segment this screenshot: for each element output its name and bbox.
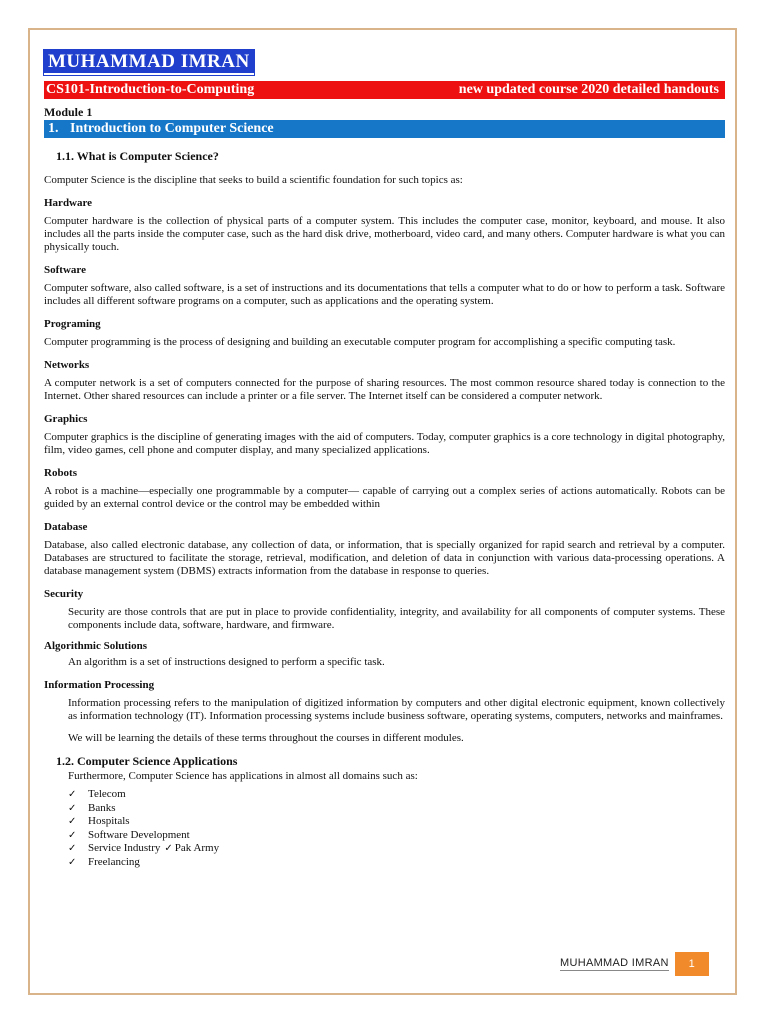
checkmark-icon: ✓: [68, 816, 77, 827]
chapter-title: Introduction to Computer Science: [70, 121, 274, 136]
course-note: new updated course 2020 detailed handouts: [458, 82, 719, 97]
section-heading-1-2: 1.2. Computer Science Applications: [56, 754, 238, 768]
applications-intro: Furthermore, Computer Science has applications in almost all domains such as:: [68, 770, 418, 782]
list-item-label: Banks: [88, 801, 116, 814]
chapter-title-bar: [44, 120, 725, 138]
topic-text-information-processing: Information processing refers to the manipulation of digitized information by computers and other digital electronic equipment, known collectively as information technology (IT). Information processing systems include business software, operating systems, computers, networks and mainframes.: [68, 697, 725, 722]
module-label: Module 1: [44, 105, 93, 119]
topic-text-hardware: Computer hardware is the collection of physical parts of a computer system. This includes the computer case, monitor, keyboard, and mouse. It also includes all the parts inside the computer case, such as the hard disk drive, motherboard, video card, and many others. Computer hardware is what you can physically touch.: [44, 215, 725, 253]
topic-heading-database: Database: [44, 521, 88, 533]
page-number-badge: 1: [675, 952, 709, 976]
section-heading-1-1: 1.1. What is Computer Science?: [56, 149, 219, 163]
topic-text-networks: A computer network is a set of computers connected for the purpose of sharing resources. The most common resource shared today is connection to the Internet. Other shared resources can include a printer or a file server. The Internet itself can be considered a computer network.: [44, 377, 725, 402]
checkmark-icon: ✓: [164, 843, 173, 854]
topic-heading-robots: Robots: [44, 467, 78, 479]
topic-heading-software: Software: [44, 264, 86, 276]
course-bar: [44, 81, 725, 99]
list-item-label: Telecom: [88, 788, 126, 800]
list-item-label: Service Industry: [88, 842, 161, 854]
topic-heading-programing: Programing: [44, 318, 101, 330]
topic-text-software: Computer software, also called software, is a set of instructions and its documentations that tells a computer what to do or how to perform a task. Software includes all different software programs on a computer, such as applications and the operating system.: [44, 282, 725, 307]
closing-note: We will be learning the details of these terms throughout the courses in different modules.: [68, 732, 464, 744]
list-item-label-inline: Pak Army: [174, 842, 220, 854]
footer-author: MUHAMMAD IMRAN: [560, 957, 669, 969]
page-footer: [560, 952, 709, 976]
topic-text-graphics: Computer graphics is the discipline of generating images with the aid of computers. Today, computer graphics is a core technology in digital photography, film, video games, cell phone and computer display, and many specialized applications.: [44, 431, 725, 456]
list-item: [68, 829, 725, 843]
topic-text-security: Security are those controls that are put in place to provide confidentiality, integrity, and availability for all components of computer systems. These components include data, software, hardware, and firmware.: [68, 606, 725, 631]
chapter-number: 1.: [48, 121, 59, 136]
document-body: [44, 50, 725, 869]
course-code: CS101-Introduction-to-Computing: [46, 82, 255, 97]
list-item: [68, 842, 725, 856]
section-intro: Computer Science is the discipline that seeks to build a scientific foundation for such topics as:: [44, 174, 463, 186]
topic-heading-graphics: Graphics: [44, 413, 88, 425]
list-item: [68, 788, 725, 802]
checkmark-icon: ✓: [68, 856, 77, 868]
list-item-label: Software Development: [88, 828, 190, 841]
list-item-label: Freelancing: [88, 855, 140, 868]
topic-heading-information-processing: Information Processing: [44, 679, 155, 691]
list-item: [68, 802, 725, 816]
author-banner: MUHAMMAD IMRAN: [44, 50, 254, 75]
applications-list: [44, 788, 725, 869]
topic-heading-security: Security: [44, 588, 84, 600]
topic-text-robots: A robot is a machine—especially one programmable by a computer— capable of carrying out a complex series of actions automatically. Robots can be guided by an external control device or the control may be embedded within: [44, 485, 725, 510]
checkmark-icon: ✓: [68, 829, 77, 841]
list-item-label: Hospitals: [88, 815, 130, 827]
topic-text-programing: Computer programming is the process of designing and building an executable computer program for accomplishing a specific computing task.: [44, 336, 676, 348]
topic-heading-networks: Networks: [44, 359, 90, 371]
topic-heading-hardware: Hardware: [44, 197, 93, 209]
topic-heading-algorithmic: Algorithmic Solutions: [44, 640, 147, 652]
list-item: [68, 856, 725, 870]
checkmark-icon: ✓: [68, 843, 77, 854]
checkmark-icon: ✓: [68, 802, 77, 814]
checkmark-icon: ✓: [68, 789, 77, 800]
list-item: [68, 815, 725, 829]
topic-text-database: Database, also called electronic database, any collection of data, or information, that is specially organized for rapid search and retrieval by a computer. Databases are structured to facilitate the storage, retrieval, modification, and deletion of data in conjunction with various data-processing operations. A database management system (DBMS) extracts information from the database in response to queries.: [44, 539, 725, 577]
topic-text-algorithmic: An algorithm is a set of instructions designed to perform a specific task.: [68, 656, 385, 668]
